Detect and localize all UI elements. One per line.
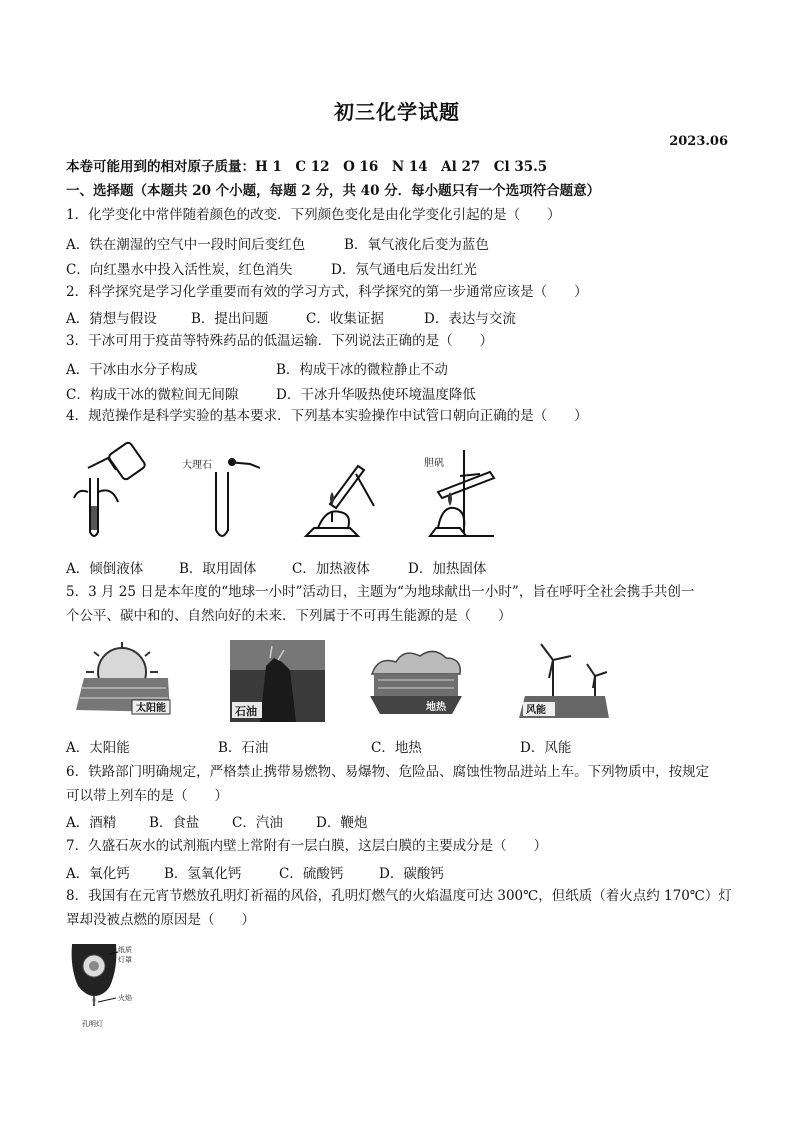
marble-label: 大理石 — [182, 460, 212, 471]
q6-stem-line1: 6．铁路部门明确规定，严格禁止携带易燃物、易爆物、危险品、腐蚀性物品进站上车。下列物质中，按规定 — [66, 764, 710, 780]
q4-option-b[interactable]: B．取用固体 — [179, 561, 257, 577]
q3-option-d[interactable]: D．干冰升华吸热使环境温度降低 — [276, 387, 476, 403]
q4-option-d[interactable]: D．加热固体 — [408, 561, 487, 577]
alum-label: 胆矾 — [424, 458, 444, 469]
wind-energy-image — [515, 640, 611, 722]
q1-option-d[interactable]: D．氖气通电后发出红光 — [331, 262, 477, 278]
q5-option-b[interactable]: B．石油 — [218, 740, 269, 756]
heat-liquid-figure — [296, 452, 386, 544]
q8-stem-line2: 罩却没被点燃的原因是（ ） — [66, 912, 255, 928]
q5-option-d[interactable]: D．风能 — [520, 740, 572, 756]
q6-stem-line2: 可以带上列车的是（ ） — [66, 788, 228, 804]
atomic-masses: 本卷可能用到的相对原子质量：H 1 C 12 O 16 N 14 Al 27 Cl 35.5 — [66, 159, 548, 175]
wind-image-label: 风能 — [526, 705, 546, 716]
solar-image-label: 太阳能 — [136, 703, 166, 714]
label-paper: 纸质 — [118, 946, 132, 954]
oil-image — [230, 640, 325, 722]
label-lantern: 孔明灯 — [82, 1020, 103, 1028]
exam-date: 2023.06 — [669, 134, 728, 149]
q6-option-c[interactable]: C．汽油 — [232, 815, 283, 831]
q3-option-a[interactable]: A．干冰由水分子构成 — [66, 362, 198, 378]
take-solid-figure — [180, 450, 275, 545]
q2-stem: 2．科学探究是学习化学重要而有效的学习方式，科学探究的第一步通常应该是（ ） — [66, 284, 588, 300]
q5-stem-line2: 个公平、碳中和的、自然向好的未来．下列属于不可再生能源的是（ ） — [66, 608, 512, 624]
page-title: 初三化学试题 — [334, 100, 460, 124]
q5-option-a[interactable]: A．太阳能 — [66, 740, 130, 756]
q3-option-c[interactable]: C．构成干冰的微粒间无间隙 — [66, 387, 239, 403]
q6-option-b[interactable]: B．食盐 — [149, 815, 200, 831]
q7-option-d[interactable]: D．碳酸钙 — [379, 866, 444, 882]
heat-solid-figure — [420, 446, 505, 544]
q4-option-c[interactable]: C．加热液体 — [292, 561, 370, 577]
q2-option-a[interactable]: A．猜想与假设 — [66, 311, 157, 327]
q4-option-a[interactable]: A．倾倒液体 — [66, 561, 144, 577]
q7-option-a[interactable]: A．氧化钙 — [66, 866, 130, 882]
q1-option-b[interactable]: B．氧气液化后变为蓝色 — [344, 237, 489, 253]
q7-option-c[interactable]: C．硫酸钙 — [279, 866, 344, 882]
q3-stem: 3．干冰可用于疫苗等特殊药品的低温运输．下列说法正确的是（ ） — [66, 333, 494, 349]
q3-option-b[interactable]: B．构成干冰的微粒静止不动 — [276, 362, 448, 378]
pour-liquid-figure — [68, 440, 158, 545]
kongming-lantern-figure — [66, 938, 146, 1030]
q4-stem: 4．规范操作是科学实验的基本要求．下列基本实验操作中试管口朝向正确的是（ ） — [66, 408, 588, 424]
q2-option-b[interactable]: B．提出问题 — [191, 311, 269, 327]
label-shade: 灯罩 — [118, 956, 132, 964]
oil-image-label: 石油 — [235, 705, 257, 718]
q1-stem: 1．化学变化中常伴随着颜色的改变．下列颜色变化是由化学变化引起的是（ ） — [66, 207, 561, 223]
q1-option-a[interactable]: A．铁在潮湿的空气中一段时间后变红色 — [66, 237, 306, 253]
geothermal-image-label: 地热 — [426, 702, 446, 713]
solar-energy-image — [72, 640, 176, 722]
q7-option-b[interactable]: B．氢氧化钙 — [164, 866, 242, 882]
q2-option-c[interactable]: C．收集证据 — [306, 311, 384, 327]
label-flame: 火焰 — [118, 994, 132, 1002]
geothermal-image — [364, 644, 466, 722]
q6-option-a[interactable]: A．酒精 — [66, 815, 117, 831]
q7-stem: 7．久盛石灰水的试剂瓶内壁上常附有一层白膜，这层白膜的主要成分是（ ） — [66, 838, 548, 854]
q2-option-d[interactable]: D．表达与交流 — [424, 311, 516, 327]
q5-option-c[interactable]: C．地热 — [371, 740, 422, 756]
q6-option-d[interactable]: D．鞭炮 — [316, 815, 368, 831]
q5-stem-line1: 5．3 月 25 日是本年度的“地球一小时”活动日，主题为“为地球献出一小时”，旨在呼吁全社会携手共创一 — [66, 584, 695, 600]
q8-stem-line1: 8．我国有在元宵节燃放孔明灯祈福的风俗，孔明灯燃气的火焰温度可达 300℃，但纸质（着火点约 170℃）灯 — [66, 888, 732, 904]
section-title: 一、选择题（本题共 20 个小题，每题 2 分，共 40 分．每小题只有一个选项符合题意） — [66, 183, 601, 199]
q1-option-c[interactable]: C．向红墨水中投入活性炭，红色消失 — [66, 262, 293, 278]
